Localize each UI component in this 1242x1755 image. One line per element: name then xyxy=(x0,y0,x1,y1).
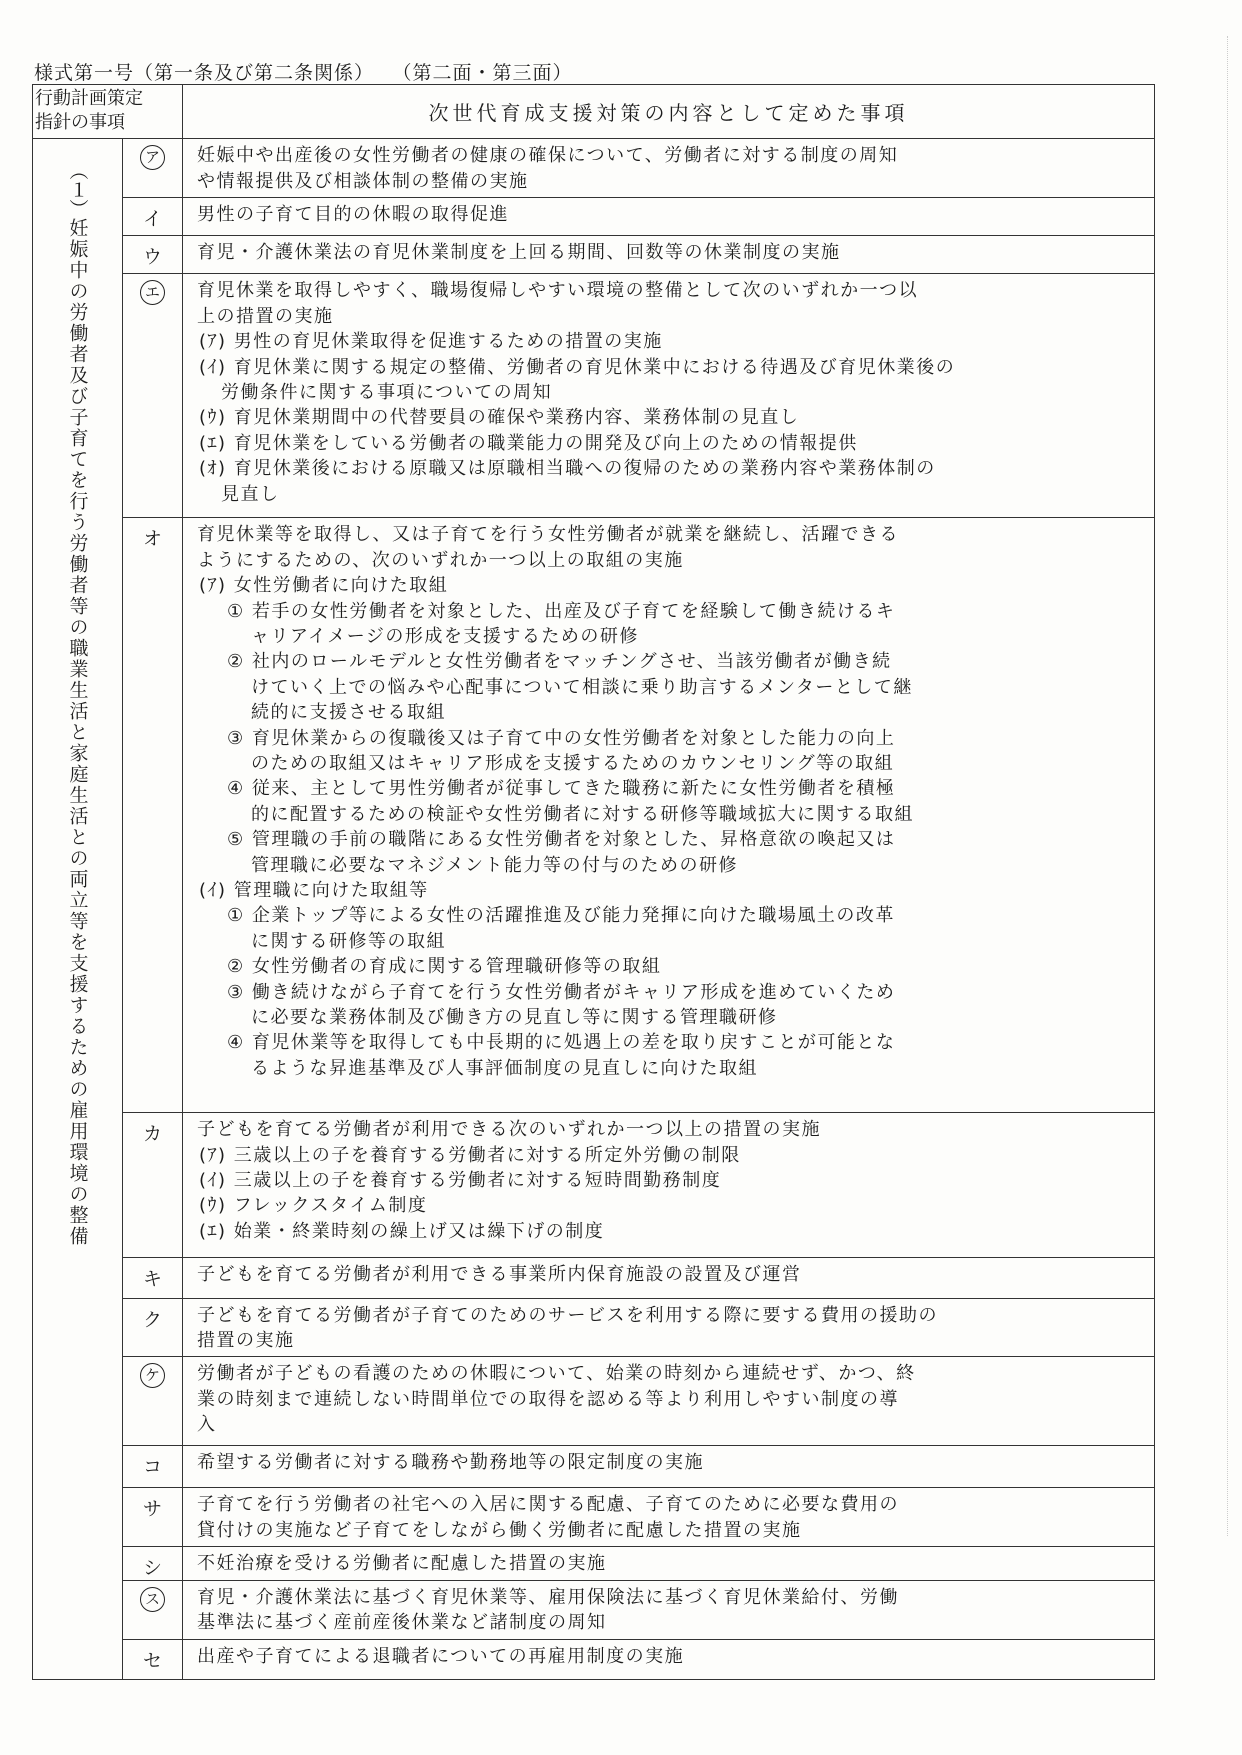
content-line: 子育てを行う労働者の社宅への入居に関する配慮、子育てのために必要な費用の xyxy=(197,1494,899,1516)
content-line: 貸付けの実施など子育てをしながら働く労働者に配慮した措置の実施 xyxy=(197,1519,802,1541)
content-line: のための取組又はキャリア形成を支援するためのカウンセリング等の取組 xyxy=(251,753,895,775)
content-line: に必要な業務体制及び働き方の見直し等に関する管理職研修 xyxy=(251,1007,778,1029)
row-content xyxy=(183,1546,1155,1580)
content-line: ④ 従来、主として男性労働者が従事してきた職務に新たに女性労働者を積極 xyxy=(227,778,896,800)
row-label xyxy=(123,274,183,518)
circled-label: ス xyxy=(140,1587,165,1612)
table-row xyxy=(33,1113,1155,1258)
row-content xyxy=(183,236,1155,274)
row-label: イ xyxy=(123,197,183,235)
content-line: (ｴ) 育児休業をしている労働者の職業能力の開発及び向上のための情報提供 xyxy=(199,432,858,454)
header-guideline-cell xyxy=(33,85,183,139)
content-line: るような昇進基準及び人事評価制度の見直しに向けた取組 xyxy=(251,1057,758,1079)
table-row xyxy=(33,1546,1155,1580)
form-title: 様式第一号（第一条及び第二条関係） xyxy=(34,62,375,84)
content-line: 入 xyxy=(197,1414,217,1436)
row-label xyxy=(123,139,183,197)
content-line: 不妊治療を受ける労働者に配慮した措置の実施 xyxy=(197,1552,607,1574)
content-line: ④ 育児休業等を取得しても中長期的に処遇上の差を取り戻すことが可能とな xyxy=(227,1032,896,1054)
row-label: サ xyxy=(123,1488,183,1546)
section-title xyxy=(65,161,91,1247)
content-line: 措置の実施 xyxy=(197,1330,295,1352)
content-line: 業の時刻まで連続しない時間単位での取得を認める等より利用しやすい制度の導 xyxy=(197,1388,899,1410)
row-content xyxy=(183,1581,1155,1639)
content-line: ① 企業トップ等による女性の活躍推進及び能力発揮に向けた職場風土の改革 xyxy=(227,905,895,927)
content-line: 妊娠中や出産後の女性労働者の健康の確保について、労働者に対する制度の周知 xyxy=(197,145,899,167)
content-line: ② 女性労働者の育成に関する管理職研修等の取組 xyxy=(227,956,662,978)
table-row xyxy=(33,1581,1155,1639)
row-label xyxy=(123,1581,183,1639)
content-line: (ｴ) 始業・終業時刻の繰上げ又は繰下げの制度 xyxy=(199,1220,605,1242)
content-line: けていく上での悩みや心配事について相談に乗り助言するメンターとして継 xyxy=(251,676,913,698)
content-line: (ｱ) 三歳以上の子を養育する労働者に対する所定外労働の制限 xyxy=(199,1144,741,1166)
table-row xyxy=(33,1445,1155,1487)
table-row xyxy=(33,236,1155,274)
section-number: （１） xyxy=(66,161,89,219)
content-line: 希望する労働者に対する職務や勤務地等の限定制度の実施 xyxy=(197,1451,704,1473)
row-label: カ xyxy=(123,1113,183,1258)
content-line: 管理職に必要なマネジメント能力等の付与のための研修 xyxy=(251,854,738,876)
content-line: 労働条件に関する事項についての周知 xyxy=(221,381,553,403)
content-line: 見直し xyxy=(221,483,280,505)
row-content xyxy=(183,1298,1155,1356)
row-label: コ xyxy=(123,1445,183,1487)
row-label: ク xyxy=(123,1298,183,1356)
content-line: (ｱ) 女性労働者に向けた取組 xyxy=(199,575,449,597)
content-line: 育児休業を取得しやすく、職場復帰しやすい環境の整備として次のいずれか一つ以 xyxy=(197,280,919,302)
content-line: ① 若手の女性労働者を対象とした、出産及び子育てを経験して働き続けるキ xyxy=(227,600,896,622)
content-line: 上の措置の実施 xyxy=(197,305,334,327)
page-range: （第二面・第三面） xyxy=(402,62,573,84)
content-line: ⑤ 管理職の手前の職階にある女性労働者を対象とした、昇格意欲の喚起又は xyxy=(227,829,896,851)
content-line: (ｳ) 育児休業期間中の代替要員の確保や業務内容、業務体制の見直し xyxy=(199,407,800,429)
row-content xyxy=(183,139,1155,197)
content-line: ③ 育児休業からの復職後又は子育て中の女性労働者を対象とした能力の向上 xyxy=(227,727,896,749)
content-line: 子どもを育てる労働者が利用できる次のいずれか一つ以上の措置の実施 xyxy=(197,1119,821,1141)
section-title-text: 妊娠中の労働者及び子育てを行う労働者等の職業生活と家庭生活との両立等を支援するための雇用環境の整備 xyxy=(66,218,89,1248)
header-content-cell: 次世代育成支援対策の内容として定めた事項 xyxy=(183,85,1155,139)
content-line: 子どもを育てる労働者が利用できる事業所内保育施設の設置及び運営 xyxy=(197,1264,802,1286)
content-line: ③ 働き続けながら子育てを行う女性労働者がキャリア形成を進めていくため xyxy=(227,981,896,1003)
row-label xyxy=(123,1357,183,1446)
table-row xyxy=(33,139,1155,197)
content-line: 続的に支援させる取組 xyxy=(251,702,446,724)
row-content xyxy=(183,1357,1155,1446)
table-row xyxy=(33,518,1155,1113)
content-line: 出産や子育てによる退職者についての再雇用制度の実施 xyxy=(197,1645,685,1667)
content-line: 的に配置するための検証や女性労働者に対する研修等職域拡大に関する取組 xyxy=(251,803,914,825)
scan-edge-shadow xyxy=(1227,36,1236,1536)
header-left-line1: 行動計画策定 xyxy=(35,88,143,109)
row-content xyxy=(183,1639,1155,1679)
content-line: ャリアイメージの形成を支援するための研修 xyxy=(251,625,639,647)
measures-table xyxy=(32,84,1155,1680)
table-row xyxy=(33,1258,1155,1298)
content-line: ② 社内のロールモデルと女性労働者をマッチングさせ、当該労働者が働き続 xyxy=(227,651,892,673)
content-line: ようにするための、次のいずれか一つ以上の取組の実施 xyxy=(197,549,684,571)
table-header-row xyxy=(33,85,1155,139)
content-line: 労働者が子どもの看護のための休暇について、始業の時刻から連続せず、かつ、終 xyxy=(197,1363,916,1385)
content-line: 育児・介護休業法に基づく育児休業等、雇用保険法に基づく育児休業給付、労働 xyxy=(197,1587,899,1609)
table-row xyxy=(33,274,1155,518)
section-cell xyxy=(33,139,123,1680)
content-line: (ｲ) 育児休業に関する規定の整備、労働者の育児休業中における待遇及び育児休業後の xyxy=(199,356,956,378)
header-left-line2: 指針の事項 xyxy=(35,112,125,133)
table-row xyxy=(33,197,1155,235)
table-row xyxy=(33,1298,1155,1356)
row-content xyxy=(183,1113,1155,1258)
row-label: オ xyxy=(123,518,183,1113)
row-content xyxy=(183,197,1155,235)
content-line: 育児・介護休業法の育児休業制度を上回る期間、回数等の休業制度の実施 xyxy=(197,242,841,264)
row-label: キ xyxy=(123,1258,183,1298)
content-line: 子どもを育てる労働者が子育てのためのサービスを利用する際に要する費用の援助の xyxy=(197,1304,938,1326)
content-line: や情報提供及び相談体制の整備の実施 xyxy=(197,170,529,192)
row-content xyxy=(183,274,1155,518)
content-line: 育児休業等を取得し、又は子育てを行う女性労働者が就業を継続し、活躍できる xyxy=(197,524,899,546)
content-line: (ｱ) 男性の育児休業取得を促進するための措置の実施 xyxy=(199,331,663,353)
row-label: セ xyxy=(123,1639,183,1679)
form-header xyxy=(34,58,573,85)
content-line: (ｵ) 育児休業後における原職又は原職相当職への復帰のための業務内容や業務体制の xyxy=(199,458,936,480)
row-label: シ xyxy=(123,1546,183,1580)
circled-label: ケ xyxy=(140,1363,165,1388)
content-line: (ｳ) フレックスタイム制度 xyxy=(199,1195,428,1217)
table-row xyxy=(33,1639,1155,1679)
content-line: (ｲ) 管理職に向けた取組等 xyxy=(199,880,429,902)
content-line: に関する研修等の取組 xyxy=(251,930,446,952)
content-line: 基準法に基づく産前産後休業など諸制度の周知 xyxy=(197,1612,607,1634)
row-label: ウ xyxy=(123,236,183,274)
circled-label: エ xyxy=(140,280,165,305)
row-content xyxy=(183,1488,1155,1546)
circled-label: ア xyxy=(140,145,165,170)
content-line: 男性の子育て目的の休暇の取得促進 xyxy=(197,203,509,225)
table-row xyxy=(33,1488,1155,1546)
row-content xyxy=(183,518,1155,1113)
row-content xyxy=(183,1445,1155,1487)
content-line: (ｲ) 三歳以上の子を養育する労働者に対する短時間勤務制度 xyxy=(199,1170,722,1192)
row-content xyxy=(183,1258,1155,1298)
table-row xyxy=(33,1357,1155,1446)
